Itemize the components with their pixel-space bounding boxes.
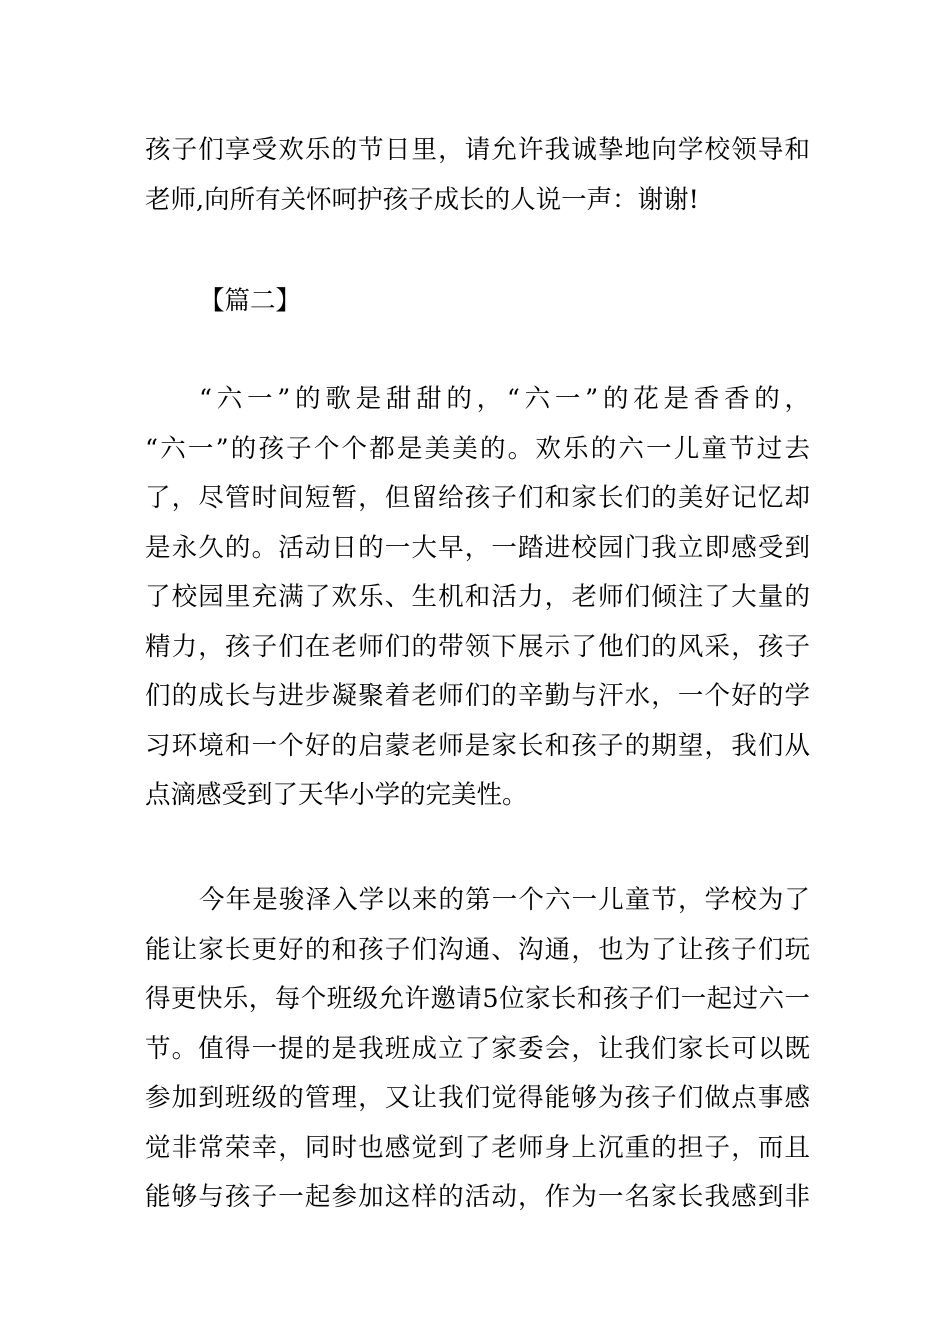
text-line: 了，尽管时间短暂，但留给孩子们和家长们的美好记忆却 <box>145 483 810 513</box>
text-line: 点滴感受到了天华小学的完美性。 <box>145 780 528 810</box>
section-heading: 【篇二】 <box>199 286 302 316</box>
text-line: 节。值得一提的是我班成立了家委会，让我们家长可以既 <box>145 1033 810 1064</box>
text-line: 得更快乐，每个班级允许邀请5位家长和孩子们一起过六一 <box>145 984 810 1014</box>
text-line: 觉非常荣幸，同时也感觉到了老师身上沉重的担子，而且 <box>145 1132 810 1163</box>
paragraph-two <box>145 375 810 821</box>
paragraph-continued <box>145 126 810 225</box>
text-line: 了校园里充满了欢乐、生机和活力，老师们倾注了大量的 <box>145 582 810 612</box>
text-line: “六一”的歌是甜甜的，“六一”的花是香香的， <box>199 384 810 414</box>
paragraph-three <box>145 876 810 1223</box>
text-line: 老师,向所有关怀呵护孩子成长的人说一声：谢谢! <box>145 184 699 215</box>
text-line: 今年是骏泽入学以来的第一个六一儿童节，学校为了 <box>199 885 810 915</box>
text-line: 是永久的。活动日的一大早，一踏进校园门我立即感受到 <box>145 532 810 563</box>
text-line: 们的成长与进步凝聚着老师们的辛勤与汗水，一个好的学 <box>145 681 810 711</box>
text-line: 能让家长更好的和孩子们沟通、沟通，也为了让孩子们玩 <box>145 934 810 965</box>
text-line: 精力，孩子们在老师们的带领下展示了他们的风采，孩子 <box>145 631 810 662</box>
text-line: “六一”的孩子个个都是美美的。欢乐的六一儿童节过去 <box>145 433 810 464</box>
text-line: 参加到班级的管理，又让我们觉得能够为孩子们做点事感 <box>145 1083 810 1113</box>
text-line: 习环境和一个好的启蒙老师是家长和孩子的期望，我们从 <box>145 730 810 761</box>
text-line: 孩子们享受欢乐的节日里，请允许我诚挚地向学校领导和 <box>145 135 810 165</box>
text-line: 能够与孩子一起参加这样的活动，作为一名家长我感到非 <box>145 1182 810 1212</box>
